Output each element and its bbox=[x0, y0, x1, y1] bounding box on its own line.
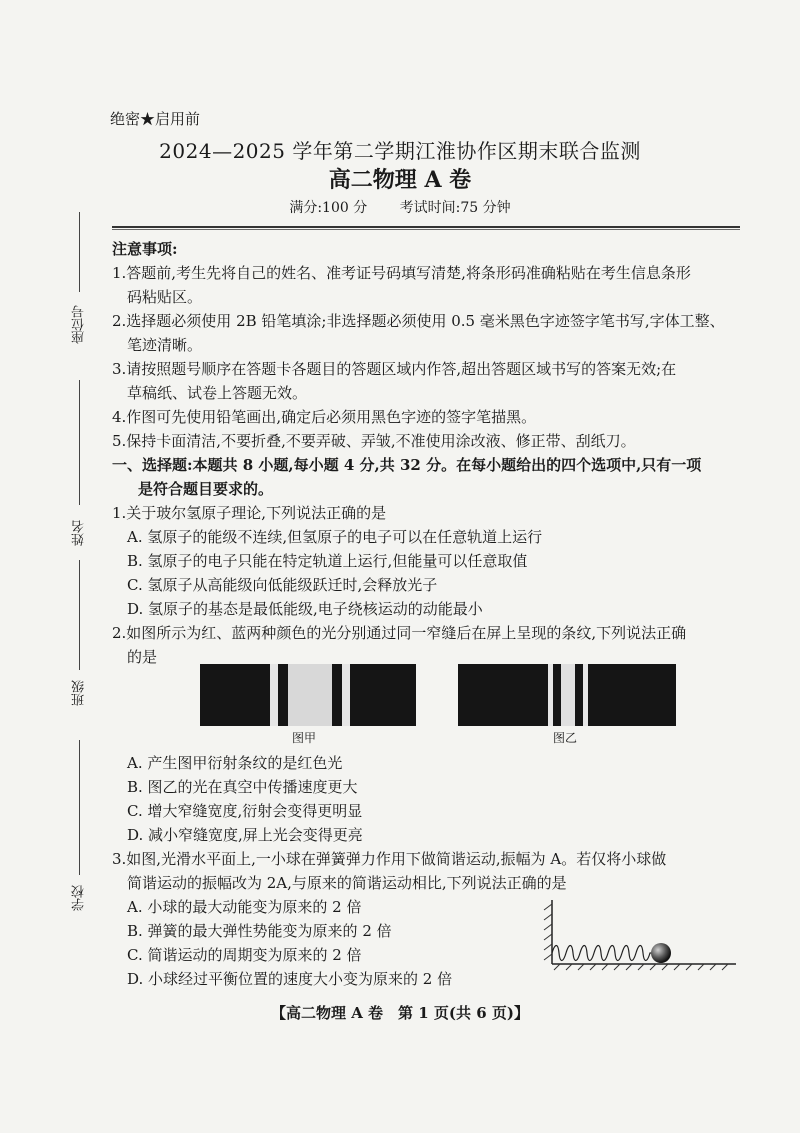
notes-heading: 注意事项: bbox=[112, 240, 178, 258]
q3-option-d: D. 小球经过平衡位置的速度大小变为原来的 2 倍 bbox=[127, 970, 453, 988]
header-rule-thin bbox=[112, 229, 740, 230]
name-label: 姓名 bbox=[72, 520, 87, 546]
q3-option-a: A. 小球的最大动能变为原来的 2 倍 bbox=[127, 898, 362, 916]
header-rule bbox=[112, 226, 740, 228]
note-line: 3.请按照题号顺序在答题卡各题目的答题区域内作答,超出答题区域书写的答案无效;在 bbox=[112, 360, 677, 378]
subject-title: 高二物理 A 卷 bbox=[328, 167, 472, 193]
q3-stem-cont: 简谐运动的振幅改为 2A,与原来的简谐运动相比,下列说法正确的是 bbox=[127, 874, 567, 892]
note-line: 5.保持卡面清洁,不要折叠,不要弄破、弄皱,不准使用涂改液、修正带、刮纸刀。 bbox=[112, 432, 636, 450]
note-line: 草稿纸、试卷上答题无效。 bbox=[127, 384, 308, 402]
diffraction-figure-a bbox=[200, 664, 416, 726]
fringe-central bbox=[288, 664, 332, 726]
section-heading: 一、选择题:本题共 8 小题,每小题 4 分,共 32 分。在每小题给出的四个选项中,只有一项 bbox=[112, 456, 702, 474]
wall-icon bbox=[544, 900, 552, 964]
note-line: 笔迹清晰。 bbox=[127, 336, 203, 354]
secret-mark: 绝密★启用前 bbox=[110, 110, 201, 128]
seat-label: 座位号 bbox=[72, 305, 87, 344]
full-score: 满分:100 分 bbox=[289, 200, 368, 216]
note-line: 2.选择题必须使用 2B 铅笔填涂;非选择题必须使用 0.5 毫米黑色字迹签字笔书写,字体工整、 bbox=[112, 312, 725, 330]
fringe-central bbox=[561, 664, 575, 726]
q2-stem-cont: 的是 bbox=[127, 648, 158, 666]
spring-ball-figure bbox=[540, 896, 740, 976]
ball-icon bbox=[651, 943, 671, 963]
school-line-top bbox=[79, 740, 80, 875]
q1-option-b: B. 氢原子的电子只能在特定轨道上运行,但能量可以任意取值 bbox=[127, 552, 528, 570]
q1-option-c: C. 氢原子从高能级向低能级跃迁时,会释放光子 bbox=[127, 576, 438, 594]
figure-b-caption: 图乙 bbox=[553, 731, 578, 745]
section-heading-cont: 是符合题目要求的。 bbox=[138, 480, 274, 498]
name-line-top bbox=[79, 380, 80, 505]
spring-icon bbox=[552, 946, 658, 961]
q3-stem: 3.如图,光滑水平面上,一小球在弹簧弹力作用下做简谐运动,振幅为 A。若仅将小球做 bbox=[112, 850, 667, 868]
diffraction-figure-b bbox=[458, 664, 676, 726]
exam-time: 考试时间:75 分钟 bbox=[399, 200, 511, 216]
q3-option-b: B. 弹簧的最大弹性势能变为原来的 2 倍 bbox=[127, 922, 392, 940]
seat-line bbox=[79, 212, 80, 292]
page-footer: 【高二物理 A 卷 第 1 页(共 6 页)】 bbox=[270, 1004, 530, 1022]
q1-option-a: A. 氢原子的能级不连续,但氢原子的电子可以在任意轨道上运行 bbox=[127, 528, 543, 546]
note-line: 码粘贴区。 bbox=[127, 288, 203, 306]
exam-meta bbox=[0, 197, 800, 217]
exam-title: 2024—2025 学年第二学期江淮协作区期末联合监测 bbox=[159, 139, 641, 163]
q1-stem: 1.关于玻尔氢原子理论,下列说法正确的是 bbox=[112, 504, 387, 522]
class-line-top bbox=[79, 560, 80, 670]
school-label: 学校 bbox=[72, 885, 87, 911]
q2-option-d: D. 减小窄缝宽度,屏上光会变得更亮 bbox=[127, 826, 363, 844]
q2-option-c: C. 增大窄缝宽度,衍射会变得更明显 bbox=[127, 802, 363, 820]
fringe-side-left bbox=[548, 664, 553, 726]
note-line: 1.答题前,考生先将自己的姓名、准考证号码填写清楚,将条形码准确粘贴在考生信息条形 bbox=[112, 264, 691, 282]
fringe-side-right bbox=[342, 664, 350, 726]
q2-stem: 2.如图所示为红、蓝两种颜色的光分别通过同一窄缝后在屏上呈现的条纹,下列说法正确 bbox=[112, 624, 687, 642]
q2-option-a: A. 产生图甲衍射条纹的是红色光 bbox=[127, 754, 343, 772]
ground-icon bbox=[552, 964, 736, 970]
note-line: 4.作图可先使用铅笔画出,确定后必须用黑色字迹的签字笔描黑。 bbox=[112, 408, 537, 426]
q1-option-d: D. 氢原子的基态是最低能级,电子绕核运动的动能最小 bbox=[127, 600, 483, 618]
q2-option-b: B. 图乙的光在真空中传播速度更大 bbox=[127, 778, 358, 796]
fringe-side-left bbox=[270, 664, 278, 726]
class-label: 班级 bbox=[72, 680, 87, 706]
q3-option-c: C. 简谐运动的周期变为原来的 2 倍 bbox=[127, 946, 362, 964]
figure-a-caption: 图甲 bbox=[292, 731, 317, 745]
fringe-side-right bbox=[583, 664, 588, 726]
